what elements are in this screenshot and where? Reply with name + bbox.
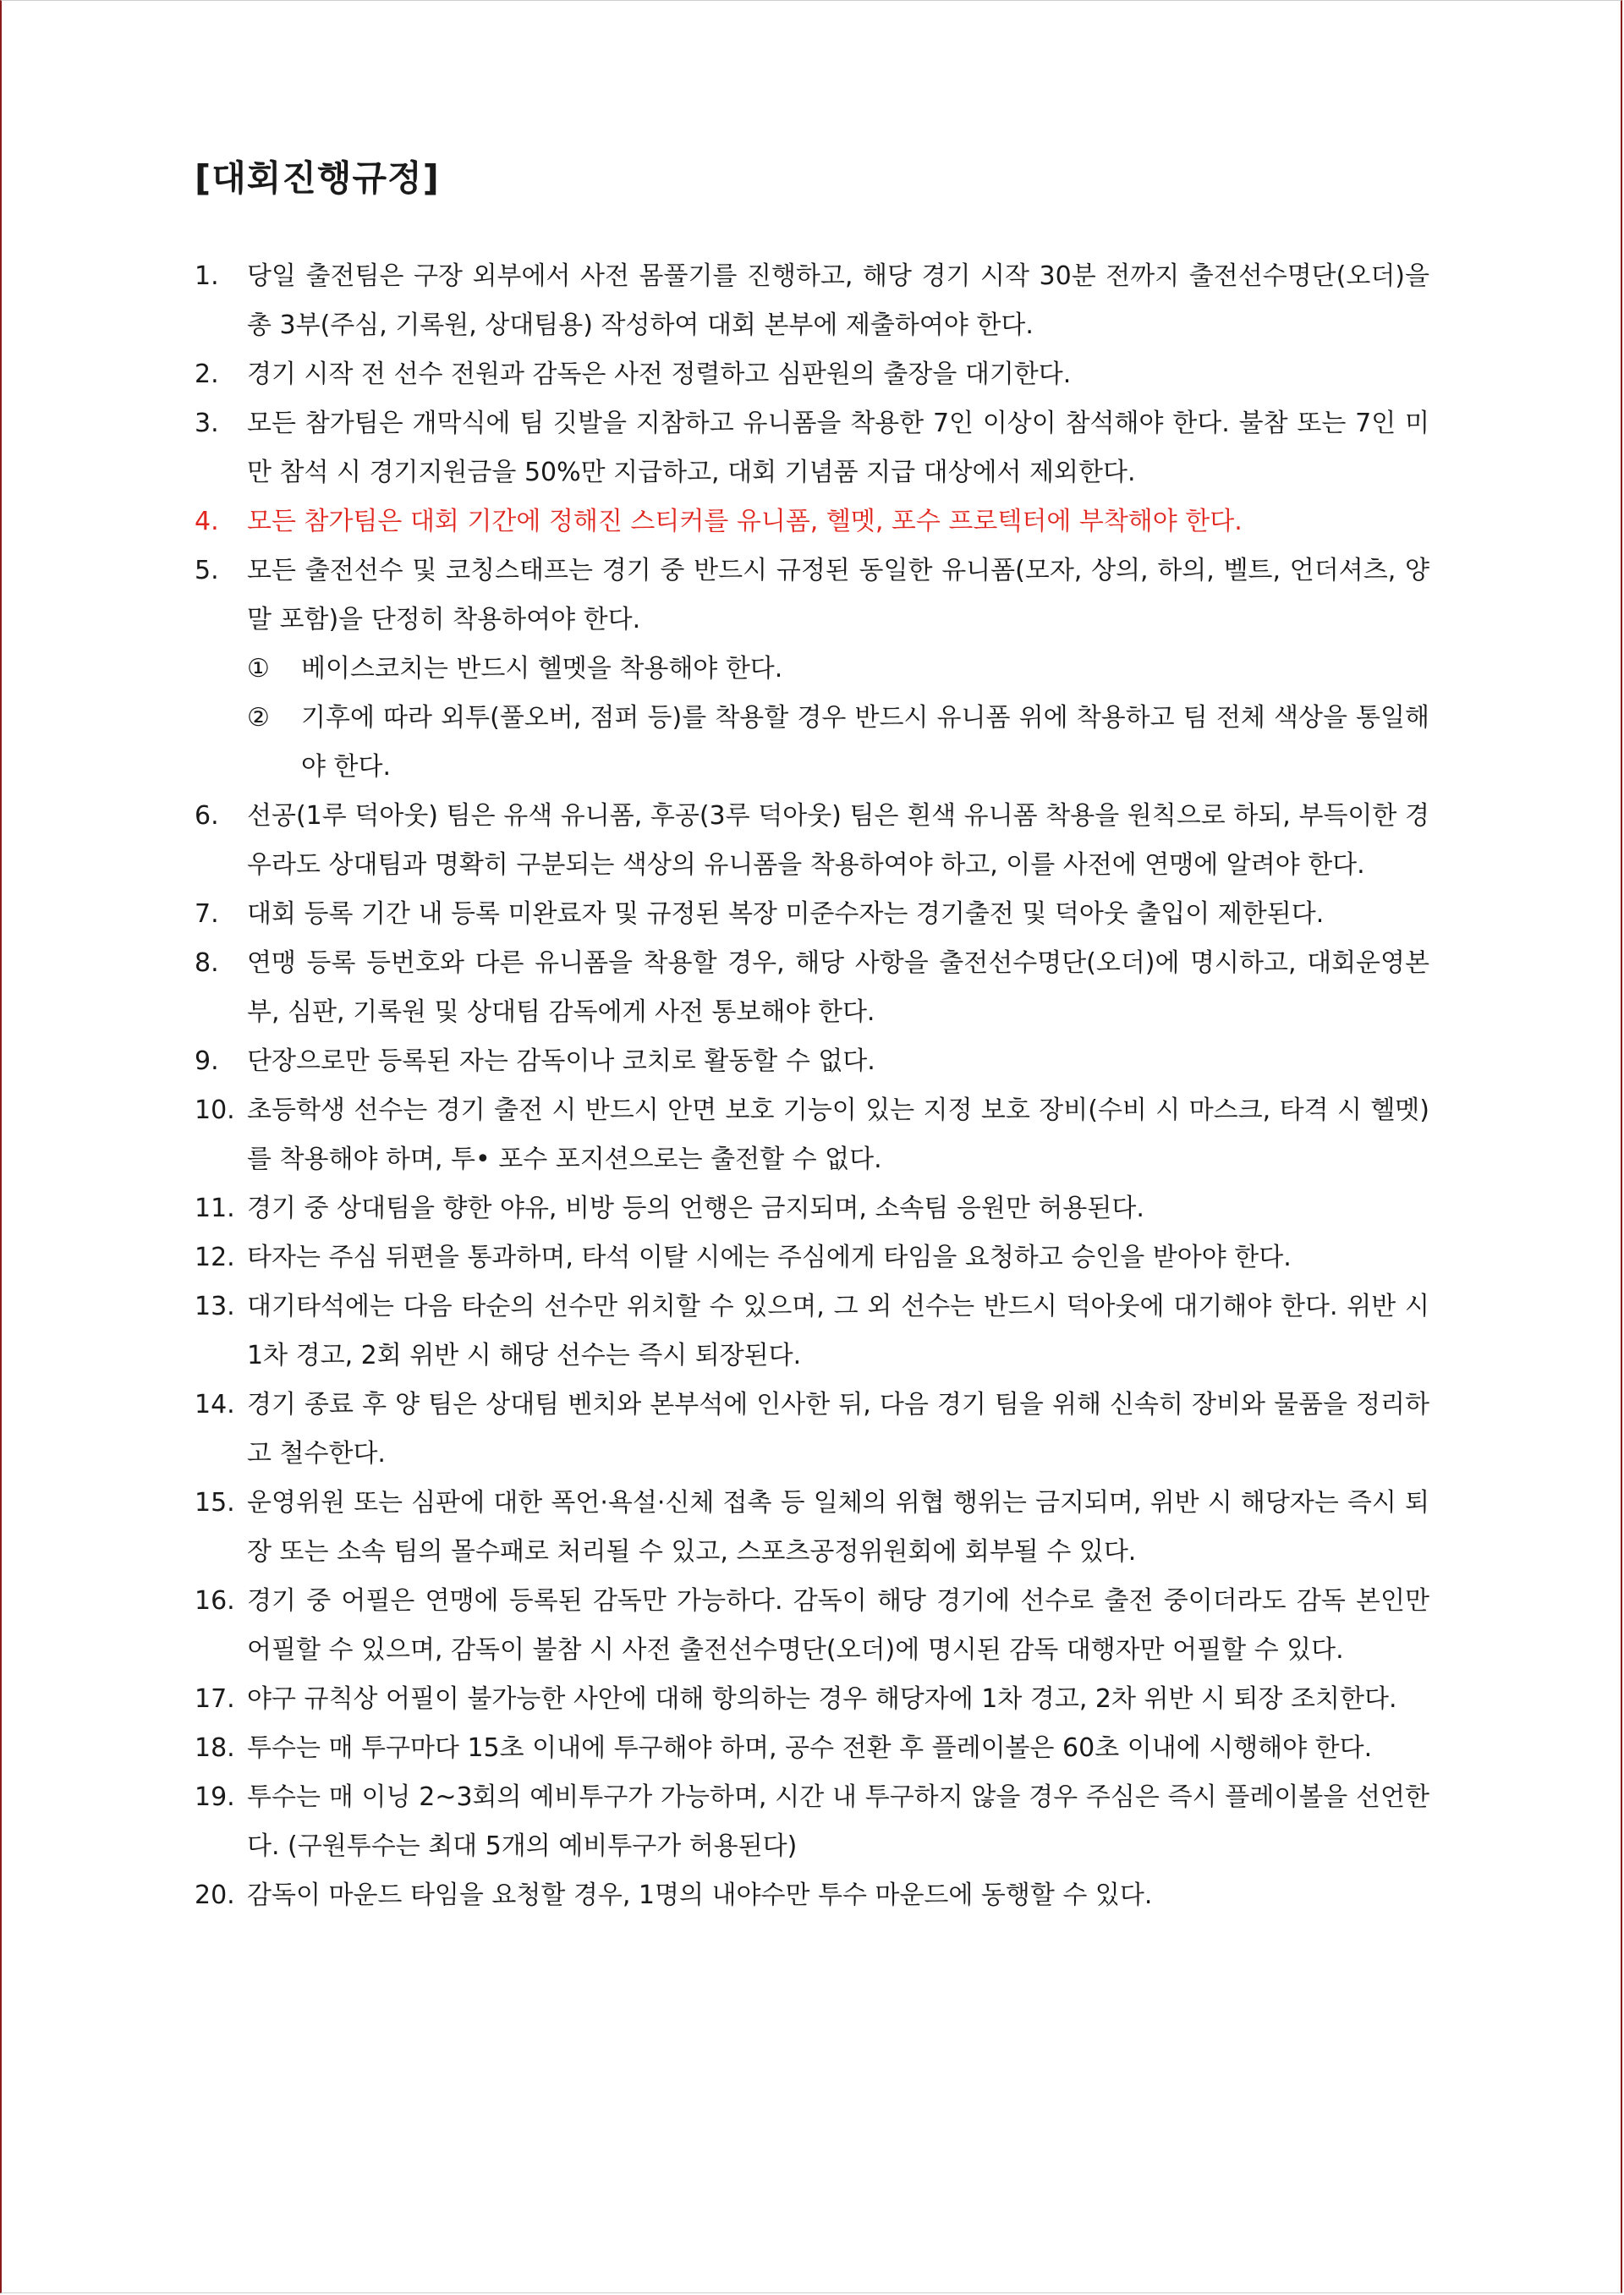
rule-text: 대기타석에는 다음 타순의 선수만 위치할 수 있으며, 그 외 선수는 반드시 덕아웃에 대기해야 한다. 위반 시 1차 경고, 2회 위반 시 해당 선수는 즉시 퇴장된다. (247, 1292, 1429, 1370)
rule-subitem (195, 694, 1429, 792)
rule-item (195, 939, 1429, 1037)
rule-item (195, 252, 1429, 350)
rule-text: 경기 종료 후 양 팀은 상대팀 벤치와 본부석에 인사한 뒤, 다음 경기 팀을 위해 신속히 장비와 물품을 정리하고 철수한다. (247, 1390, 1429, 1469)
rule-item-highlighted (195, 497, 1429, 546)
rule-item (195, 1773, 1429, 1871)
rule-text: 대회 등록 기간 내 등록 미완료자 및 규정된 복장 미준수자는 경기출전 및 덕아웃 출입이 제한된다. (247, 899, 1325, 929)
rule-text: 모든 출전선수 및 코칭스태프는 경기 중 반드시 규정된 동일한 유니폼(모자, 상의, 하의, 벨트, 언더셔츠, 양말 포함)을 단정히 착용하여야 한다. (247, 556, 1429, 634)
rule-text: 당일 출전팀은 구장 외부에서 사전 몸풀기를 진행하고, 해당 경기 시작 30분 전까지 출전선수명단(오더)을 총 3부(주심, 기록원, 상대팀용) 작성하여 대회 본부에 제출하여야 한다. (247, 261, 1429, 340)
rule-number: 5. (195, 556, 219, 585)
rule-number: 7. (195, 899, 219, 929)
rule-number: 16. (195, 1586, 235, 1616)
rule-item (195, 1282, 1429, 1381)
rule-number: 13. (195, 1292, 235, 1321)
rule-text: 단장으로만 등록된 자는 감독이나 코치로 활동할 수 없다. (247, 1046, 875, 1076)
rule-number: 10. (195, 1095, 235, 1125)
subitem-marker: ② (247, 703, 270, 733)
rule-text: 모든 참가팀은 대회 기간에 정해진 스티커를 유니폼, 헬멧, 포수 프로텍터에 부착해야 한다. (247, 507, 1243, 536)
rule-number: 19. (195, 1782, 235, 1812)
rule-text: 경기 시작 전 선수 전원과 감독은 사전 정렬하고 심판원의 출장을 대기한다. (247, 360, 1072, 389)
rule-number: 14. (195, 1390, 235, 1419)
rule-item (195, 1577, 1429, 1675)
rule-number: 1. (195, 261, 219, 291)
rule-number: 11. (195, 1194, 235, 1223)
rule-item (195, 792, 1429, 890)
rule-number: 15. (195, 1488, 235, 1518)
rule-item (195, 1724, 1429, 1773)
rule-item (195, 1233, 1429, 1282)
rule-item (195, 350, 1429, 399)
rule-text: 운영위원 또는 심판에 대한 폭언·욕설·신체 접촉 등 일체의 위협 행위는 금지되며, 위반 시 해당자는 즉시 퇴장 또는 소속 팀의 몰수패로 처리될 수 있고, 스포츠공정위원회에 회부될 수 있다. (247, 1488, 1429, 1567)
rule-text: 선공(1루 덕아웃) 팀은 유색 유니폼, 후공(3루 덕아웃) 팀은 흰색 유니폼 착용을 원칙으로 하되, 부득이한 경우라도 상대팀과 명확히 구분되는 색상의 유니폼을 착용하여야 하고, 이를 사전에 연맹에 알려야 한다. (247, 801, 1429, 880)
rule-item (195, 1871, 1429, 1920)
rule-number: 8. (195, 948, 219, 978)
rule-item (195, 1037, 1429, 1086)
rule-text: 모든 참가팀은 개막식에 팀 깃발을 지참하고 유니폼을 착용한 7인 이상이 참석해야 한다. 불참 또는 7인 미만 참석 시 경기지원금을 50%만 지급하고, 대회 기념품 지급 대상에서 제외한다. (247, 409, 1429, 487)
rule-number: 9. (195, 1046, 219, 1076)
rule-text: 감독이 마운드 타임을 요청할 경우, 1명의 내야수만 투수 마운드에 동행할 수 있다. (247, 1880, 1153, 1910)
rule-item (195, 1675, 1429, 1724)
rule-text: 연맹 등록 등번호와 다른 유니폼을 착용할 경우, 해당 사항을 출전선수명단(오더)에 명시하고, 대회운영본부, 심판, 기록원 및 상대팀 감독에게 사전 통보해야 한다. (247, 948, 1429, 1027)
rule-item (195, 1086, 1429, 1184)
rule-text: 경기 중 상대팀을 향한 야유, 비방 등의 언행은 금지되며, 소속팀 응원만 허용된다. (247, 1194, 1144, 1223)
rule-item (195, 1381, 1429, 1479)
page-title: [대회진행규정] (195, 157, 440, 199)
subitem-marker: ① (247, 654, 270, 684)
rule-number: 17. (195, 1684, 235, 1714)
rule-text: 경기 중 어필은 연맹에 등록된 감독만 가능하다. 감독이 해당 경기에 선수로 출전 중이더라도 감독 본인만 어필할 수 있으며, 감독이 불참 시 사전 출전선수명단(오더)에 명시된 감독 대행자만 어필할 수 있다. (247, 1586, 1429, 1665)
rules-list (195, 252, 1429, 1920)
rule-number: 2. (195, 360, 219, 389)
rule-text: 초등학생 선수는 경기 출전 시 반드시 안면 보호 기능이 있는 지정 보호 장비(수비 시 마스크, 타격 시 헬멧)를 착용해야 하며, 투• 포수 포지션으로는 출전할 수 없다. (247, 1095, 1429, 1174)
rule-text: 타자는 주심 뒤편을 통과하며, 타석 이탈 시에는 주심에게 타임을 요청하고 승인을 받아야 한다. (247, 1243, 1292, 1272)
rule-number: 4. (195, 507, 219, 536)
rule-item (195, 1479, 1429, 1577)
subitem-text: 베이스코치는 반드시 헬멧을 착용해야 한다. (301, 654, 783, 684)
rule-number: 18. (195, 1733, 235, 1763)
rule-number: 12. (195, 1243, 235, 1272)
rule-item (195, 1184, 1429, 1233)
rule-text: 투수는 매 이닝 2~3회의 예비투구가 가능하며, 시간 내 투구하지 않을 경우 주심은 즉시 플레이볼을 선언한다. (구원투수는 최대 5개의 예비투구가 허용된다) (247, 1782, 1429, 1861)
rule-number: 3. (195, 409, 219, 438)
subitem-text: 기후에 따라 외투(풀오버, 점퍼 등)를 착용할 경우 반드시 유니폼 위에 착용하고 팀 전체 색상을 통일해야 한다. (301, 703, 1429, 782)
rule-subitem (195, 645, 1429, 694)
rule-item (195, 890, 1429, 939)
rule-number: 20. (195, 1880, 235, 1910)
rule-item (195, 399, 1429, 497)
rule-number: 6. (195, 801, 219, 831)
rule-text: 투수는 매 투구마다 15초 이내에 투구해야 하며, 공수 전환 후 플레이볼은 60초 이내에 시행해야 한다. (247, 1733, 1373, 1763)
rule-item (195, 546, 1429, 645)
rule-text: 야구 규칙상 어필이 불가능한 사안에 대해 항의하는 경우 해당자에 1차 경고, 2차 위반 시 퇴장 조치한다. (247, 1684, 1397, 1714)
